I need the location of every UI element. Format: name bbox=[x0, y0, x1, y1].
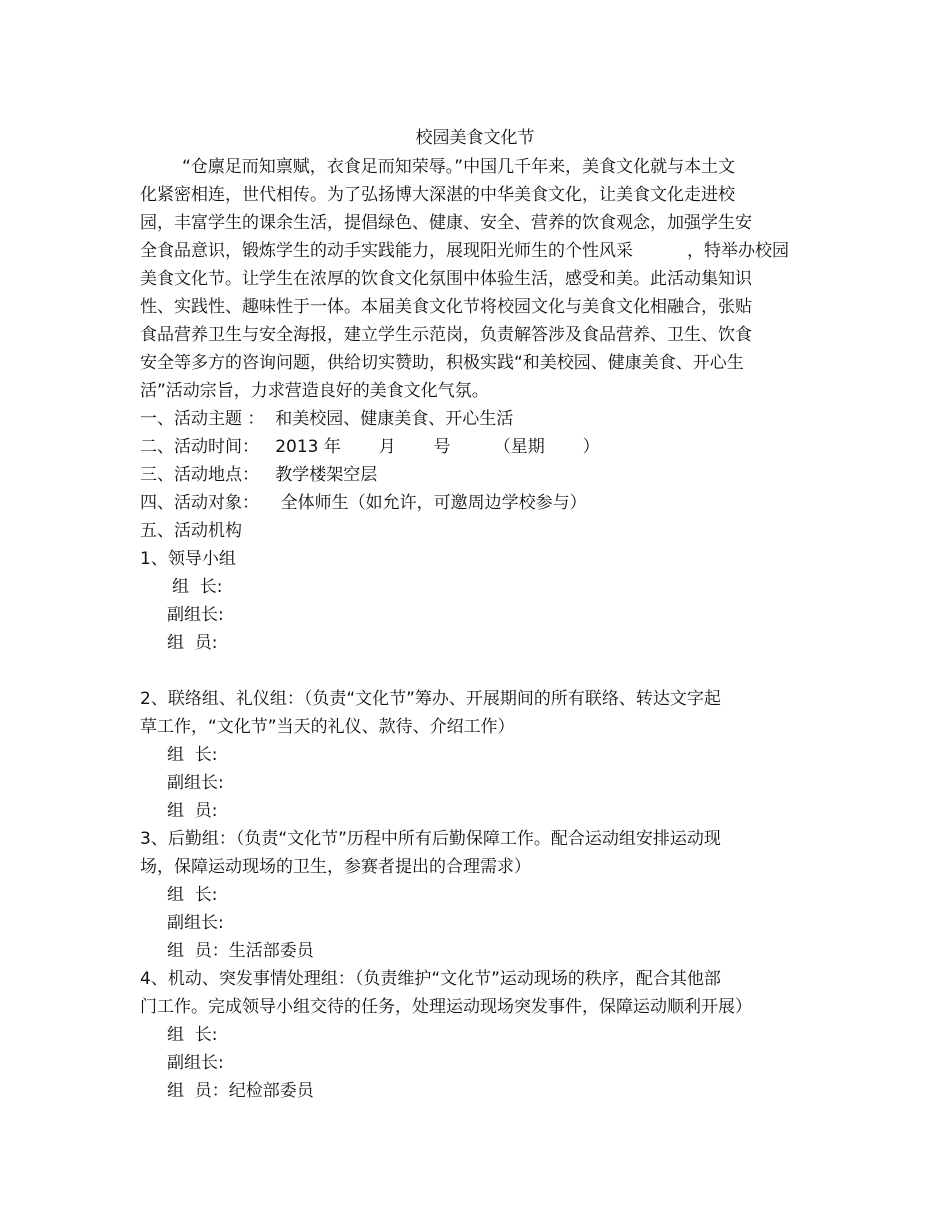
group4-member: 组 员：纪检部委员 bbox=[167, 1081, 314, 1101]
group2-leader: 组 长: bbox=[167, 745, 218, 765]
intro-line: “仓廪足而知禀赋，衣食足而知荣辱。”中国几千年来，美食文化就与本土文 bbox=[182, 157, 736, 177]
section-organization: 五、活动机构 bbox=[140, 521, 242, 541]
section-location: 三、活动地点： 教学楼架空层 bbox=[140, 465, 378, 485]
intro-line: 活”活动宗旨，力求营造良好的美食文化气氛。 bbox=[140, 381, 489, 401]
group2-deputy: 副组长: bbox=[167, 773, 224, 793]
group1-deputy: 副组长: bbox=[167, 605, 224, 625]
intro-line: 性、实践性、趣味性于一体。本届美食文化节将校园文化与美食文化相融合，张贴 bbox=[140, 297, 752, 317]
group1-heading: 1、领导小组 bbox=[140, 549, 236, 569]
group4-leader: 组 长: bbox=[167, 1025, 218, 1045]
intro-line: 园，丰富学生的课余生活，提倡绿色、健康、安全、营养的饮食观念，加强学生安 bbox=[140, 213, 752, 233]
intro-line: 化紧密相连，世代相传。为了弘扬博大深湛的中华美食文化，让美食文化走进校 bbox=[140, 185, 735, 205]
document-title: 校园美食文化节 bbox=[415, 128, 535, 148]
intro-line: 全食品意识，锻炼学生的动手实践能力，展现阳光师生的个性风采 ，特举办校园 bbox=[140, 241, 790, 261]
section-audience: 四、活动对象： 全体师生（如允许，可邀周边学校参与） bbox=[140, 493, 587, 513]
group1-leader: 组 长: bbox=[172, 577, 223, 597]
section-time: 二、活动时间： 2013 年 月 号 （星期 ） bbox=[140, 437, 600, 457]
group2-member: 组 员: bbox=[167, 801, 218, 821]
group3-heading-line: 3、后勤组：（负责“文化节”历程中所有后勤保障工作。配合运动组安排运动现 bbox=[140, 829, 721, 849]
group1-member: 组 员: bbox=[167, 633, 218, 653]
intro-line: 美食文化节。让学生在浓厚的饮食文化氛围中体验生活，感受和美。此活动集知识 bbox=[140, 269, 752, 289]
group4-heading-line: 门工作。完成领导小组交待的任务，处理运动现场突发事件，保障运动顺利开展） bbox=[140, 997, 752, 1017]
group2-heading-line: 草工作，“文化节”当天的礼仪、款待、介绍工作） bbox=[140, 717, 515, 737]
group4-heading-line: 4、机动、突发事情处理组：（负责维护“文化节”运动现场的秩序，配合其他部 bbox=[140, 969, 721, 989]
group4-deputy: 副组长: bbox=[167, 1053, 224, 1073]
group2-heading-line: 2、联络组、礼仪组：（负责“文化节”筹办、开展期间的所有联络、转达文字起 bbox=[140, 689, 721, 709]
group3-deputy: 副组长: bbox=[167, 913, 224, 933]
group3-member: 组 员：生活部委员 bbox=[167, 941, 314, 961]
intro-line: 安全等多方的咨询问题，供给切实赞助，积极实践“和美校园、健康美食、开心生 bbox=[140, 353, 744, 373]
group3-heading-line: 场，保障运动现场的卫生，参赛者提出的合理需求） bbox=[140, 857, 531, 877]
group3-leader: 组 长: bbox=[167, 885, 218, 905]
intro-line: 食品营养卫生与安全海报，建立学生示范岗，负责解答涉及食品营养、卫生、饮食 bbox=[140, 325, 752, 345]
section-theme: 一、活动主题 ： 和美校园、健康美食、开心生活 bbox=[140, 409, 514, 429]
